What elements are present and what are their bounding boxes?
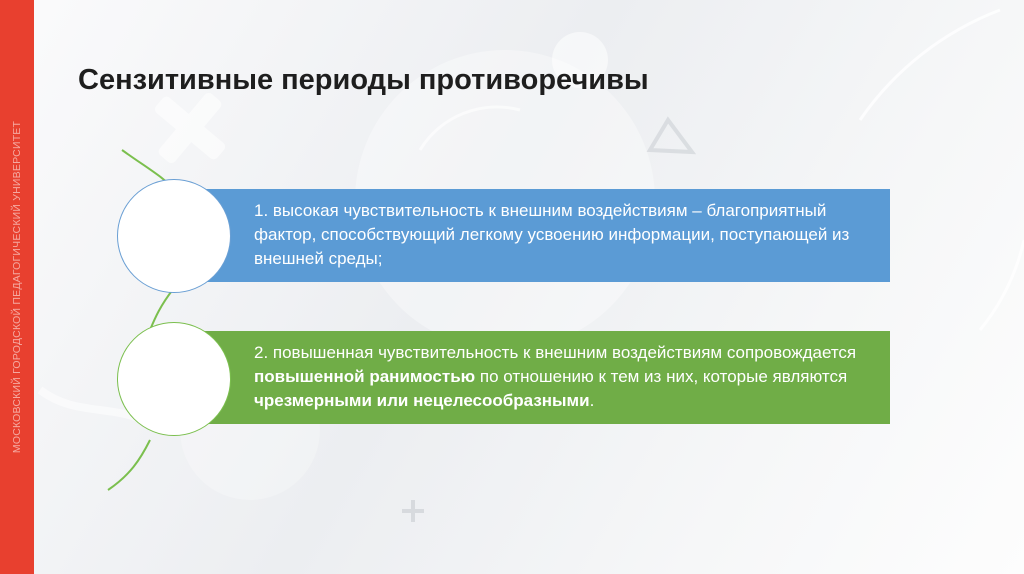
- item-2-text-part: 2. повышенная чувствительность к внешним воздействиям сопровождается: [254, 343, 857, 362]
- item-1-bar: [174, 189, 890, 282]
- item-2-text-part: по отношению к тем из них, которые являются: [475, 367, 848, 386]
- slide-title: Сензитивные периоды противоречивы: [78, 64, 649, 96]
- university-name: МОСКОВСКИЙ ГОРОДСКОЙ ПЕДАГОГИЧЕСКИЙ УНИВЕРСИТЕТ: [11, 120, 23, 454]
- item-2-bar: [174, 331, 890, 424]
- side-bar: [0, 0, 34, 574]
- cross-shape-icon: [153, 91, 227, 165]
- triangle-shape-icon: [650, 120, 692, 152]
- item-2-bold-phrase: повышенной ранимостью: [254, 367, 476, 386]
- plus-shape-icon: [402, 500, 424, 522]
- item-1-circle: [117, 179, 231, 293]
- item-2-bold-phrase: чрезмерными или нецелесообразными: [254, 391, 590, 410]
- item-2-text-part: .: [589, 391, 595, 410]
- item-1-text: 1. высокая чувствительность к внешним воздействиям – благоприятный фактор, способствующий легкому усвоению информации, поступающей из внешней среды;: [254, 201, 850, 268]
- item-2-text: [254, 341, 872, 413]
- item-2-circle: [117, 322, 231, 436]
